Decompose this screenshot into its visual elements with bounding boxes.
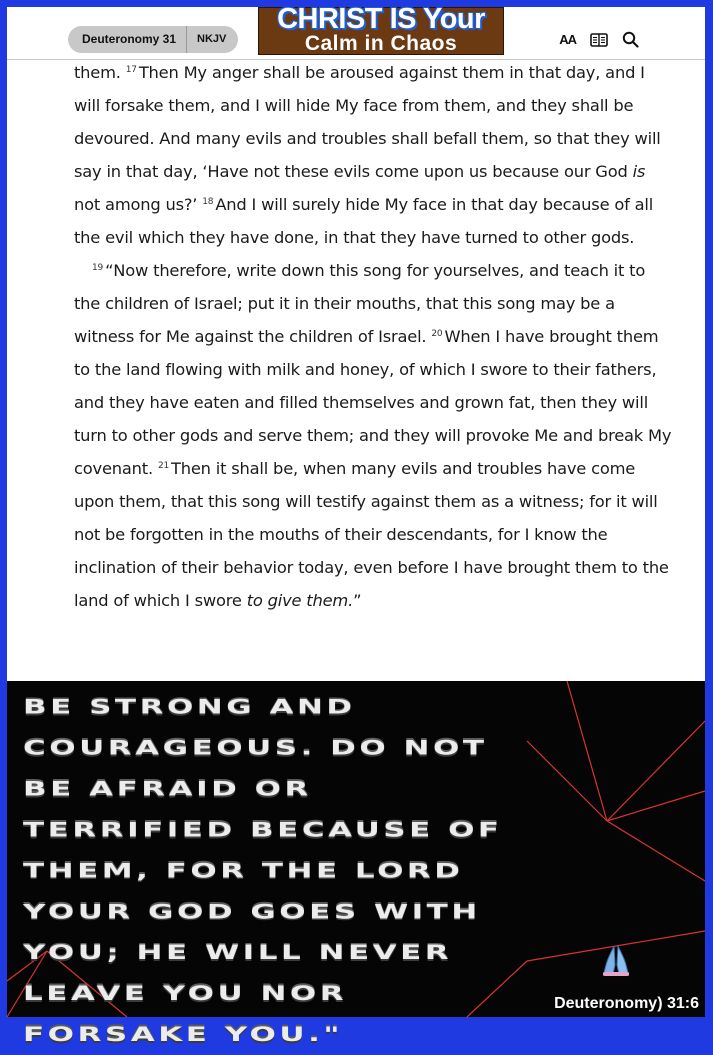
verse-image-line: COURAGEOUS. DO NOT [23,737,488,760]
verse-text: When I have brought them to the land flowing with milk and honey, of which I swore to their fathers, and they have eaten and filled themselves and grown fat, then they will turn to other gods and serve them; and they will provoke Me and break My covenant. [74,327,672,478]
verse-number[interactable]: 21 [157,460,169,471]
top-toolbar [7,3,705,60]
book-icon[interactable] [590,33,608,47]
verse-number[interactable]: 20 [431,328,443,339]
font-size-icon[interactable]: AA [559,32,576,47]
banner-title: CHRIST IS Your [277,3,485,35]
search-icon[interactable] [622,31,639,48]
book-chapter-button[interactable]: Deuteronomy 31 [68,26,187,53]
paragraph [74,254,674,617]
verse-image-line: THEM, FOR THE LORD [23,859,464,883]
version-button[interactable]: NKJV [197,33,227,45]
overlay-banner [258,3,504,55]
bible-reader-screen [7,3,705,1046]
verse-number[interactable]: 17 [125,64,137,75]
verse-text: not among us?’ [74,195,198,214]
verse-image [7,681,705,1046]
toolbar-actions [559,31,639,48]
reference-selector [68,26,238,53]
scripture-passage [74,56,674,617]
verse-text-italic: to give them. [246,591,354,610]
verse-number[interactable]: 19 [92,262,104,273]
verse-image-line: YOU; HE WILL NEVER [23,941,453,965]
verse-citation: Deuteronomy) 31:6 [554,995,699,1012]
verse-text: ” [353,591,362,610]
verse-text: Then My anger shall be aroused against them in that day, and I will forsake them, and I will hide My face from them, and they shall be devoured. And many evils and troubles shall befall them, so that they will say in that day, ‘Have not these evils come upon us because our God [74,63,661,181]
verse-image-line: LEAVE YOU NOR [23,982,348,1006]
verse-image-line: BE AFRAID OR [23,778,312,801]
verse-text: Then it shall be, when many evils and troubles have come upon them, that this song will testify against them as a witness; for it will not be forgotten in the mouths of their descendants, for I know the inclination of their behavior today, even before I have brought them to the land of which I swore [74,459,669,610]
paragraph [74,56,674,254]
verse-text: them. [74,63,121,82]
verse-number[interactable]: 18 [202,196,214,207]
verse-image-line: YOUR GOD GOES WITH [23,900,481,924]
verse-text-italic: is [632,162,646,181]
verse-image-line: TERRIFIED BECAUSE OF [23,819,503,842]
verse-image-line: BE STRONG AND [23,696,356,719]
verse-image-line: FORSAKE YOU." [23,1023,344,1046]
verse-text: “Now therefore, write down this song for yourselves, and teach it to the children of Israel; put it in their mouths, that this song may be a witness for Me against the children of Israel. [74,261,646,346]
verse-text: And I will surely hide My face in that day because of all the evil which they have done, in that they have turned to other gods. [74,195,654,247]
banner-subtitle: Calm in Chaos [304,32,458,55]
